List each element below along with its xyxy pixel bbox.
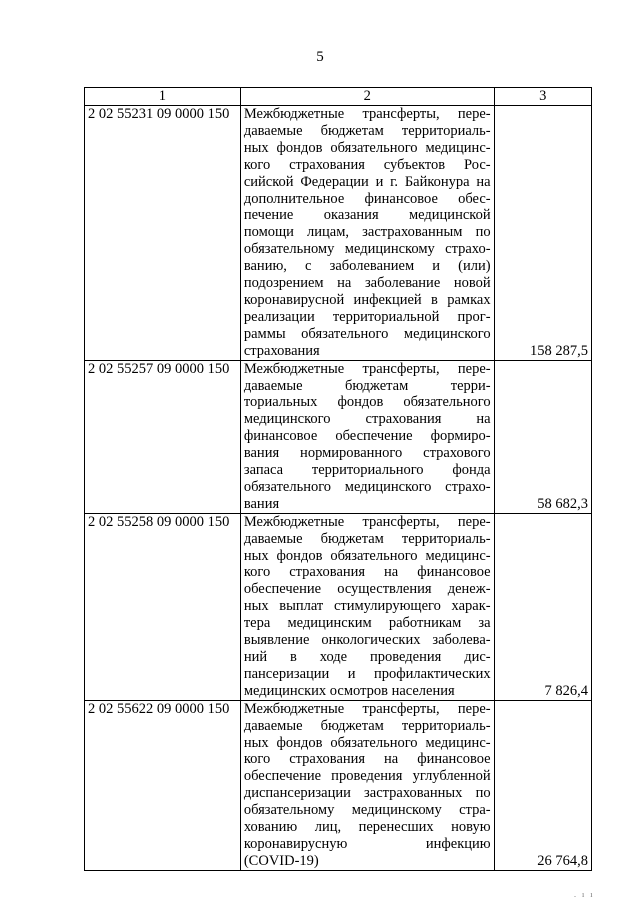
description-line: обязательного медицинского страхо- bbox=[243, 478, 491, 495]
description-line: даваемые бюджетам территориаль- bbox=[243, 717, 491, 734]
description-line: дополнительное финансовое обес- bbox=[243, 190, 491, 207]
row-description-cell bbox=[240, 513, 494, 700]
description-line: ванию, с заболеванием и (или) bbox=[243, 258, 491, 275]
description-line: запаса территориального фонда bbox=[243, 462, 491, 479]
description-line: коронавирусной инфекцией в рамках bbox=[243, 291, 491, 308]
page-number: 5 bbox=[316, 49, 324, 65]
description-line: обеспечение осуществления денеж- bbox=[243, 581, 491, 598]
description-line: печение оказания медицинской bbox=[243, 207, 491, 224]
description-line: ных выплат стимулирующего харак- bbox=[243, 598, 491, 615]
description-line: диспансеризации застрахованных по bbox=[243, 785, 491, 802]
row-amount-cell: 7 826,4 bbox=[494, 513, 591, 700]
description-line: страхования bbox=[243, 342, 320, 359]
description-line: ных фондов обязательного медицинс- bbox=[243, 139, 491, 156]
description-line: кого страхования на финансовое bbox=[243, 751, 491, 768]
description-line: ториальных фондов обязательного bbox=[243, 394, 491, 411]
description-line: реализации территориальной прог- bbox=[243, 308, 491, 325]
row-code-cell: 2 02 55257 09 0000 150 bbox=[85, 360, 241, 513]
header-column-3: 3 bbox=[494, 88, 591, 106]
description-line: коронавирусную инфекцию bbox=[243, 835, 491, 852]
description-line: Межбюджетные трансферты, пере- bbox=[243, 700, 491, 717]
description-line: даваемые бюджетам территориаль- bbox=[243, 122, 491, 139]
row-description-cell bbox=[240, 700, 494, 870]
description-line: помощи лицам, застрахованным по bbox=[243, 224, 491, 241]
description-line: кого страхования на финансовое bbox=[243, 564, 491, 581]
description-line: вания нормированного страхового bbox=[243, 445, 491, 462]
row-amount-cell: 58 682,3 bbox=[494, 360, 591, 513]
scan-corner-mark: . ı ı bbox=[574, 890, 595, 899]
description-line: финансовое обеспечение формиро- bbox=[243, 428, 491, 445]
row-amount-cell: 158 287,5 bbox=[494, 106, 591, 361]
table-header-row bbox=[85, 88, 592, 106]
table-body bbox=[85, 106, 592, 871]
description-line: пансеризации и профилактических bbox=[243, 665, 491, 682]
table-row bbox=[85, 513, 592, 700]
row-code-cell: 2 02 55622 09 0000 150 bbox=[85, 700, 241, 870]
header-column-2: 2 bbox=[240, 88, 494, 106]
description-line: медицинского страхования на bbox=[243, 411, 491, 428]
budget-transfers-table bbox=[84, 87, 592, 871]
description-line: медицинских осмотров населения bbox=[243, 682, 455, 699]
row-code-cell: 2 02 55258 09 0000 150 bbox=[85, 513, 241, 700]
header-column-1: 1 bbox=[85, 88, 241, 106]
description-line: даваемые бюджетам территориаль- bbox=[243, 530, 491, 547]
description-line: ных фондов обязательного медицинс- bbox=[243, 734, 491, 751]
description-line: тера медицинским работникам за bbox=[243, 615, 491, 632]
description-line: Межбюджетные трансферты, пере- bbox=[243, 360, 491, 377]
table-row bbox=[85, 106, 592, 361]
description-line: обязательному медицинскому стра- bbox=[243, 802, 491, 819]
description-line: ний в ходе проведения дис- bbox=[243, 649, 491, 665]
description-line: сийской Федерации и г. Байконура на bbox=[243, 173, 491, 190]
description-line: хованию лиц, перенесших новую bbox=[243, 819, 491, 836]
description-line: раммы обязательного медицинского bbox=[243, 325, 491, 342]
description-line: кого страхования субъектов Рос- bbox=[243, 156, 491, 173]
description-line: подозрением на заболевание новой bbox=[243, 275, 491, 292]
description-line: даваемые бюджетам терри- bbox=[243, 377, 491, 394]
table-row bbox=[85, 700, 592, 870]
description-line: ных фондов обязательного медицинс- bbox=[243, 547, 491, 564]
description-line: вания bbox=[243, 495, 280, 512]
description-line: обязательному медицинскому страхо- bbox=[243, 241, 491, 258]
description-line: выявление онкологических заболева- bbox=[243, 632, 491, 649]
description-line: Межбюджетные трансферты, пере- bbox=[243, 106, 491, 122]
row-code-cell: 2 02 55231 09 0000 150 bbox=[85, 106, 241, 361]
table-row bbox=[85, 360, 592, 513]
row-description-cell bbox=[240, 106, 494, 361]
description-line: (COVID-19) bbox=[243, 852, 319, 869]
description-line: Межбюджетные трансферты, пере- bbox=[243, 513, 491, 530]
description-line: обеспечение проведения углубленной bbox=[243, 768, 491, 785]
row-amount-cell: 26 764,8 bbox=[494, 700, 591, 870]
row-description-cell bbox=[240, 360, 494, 513]
